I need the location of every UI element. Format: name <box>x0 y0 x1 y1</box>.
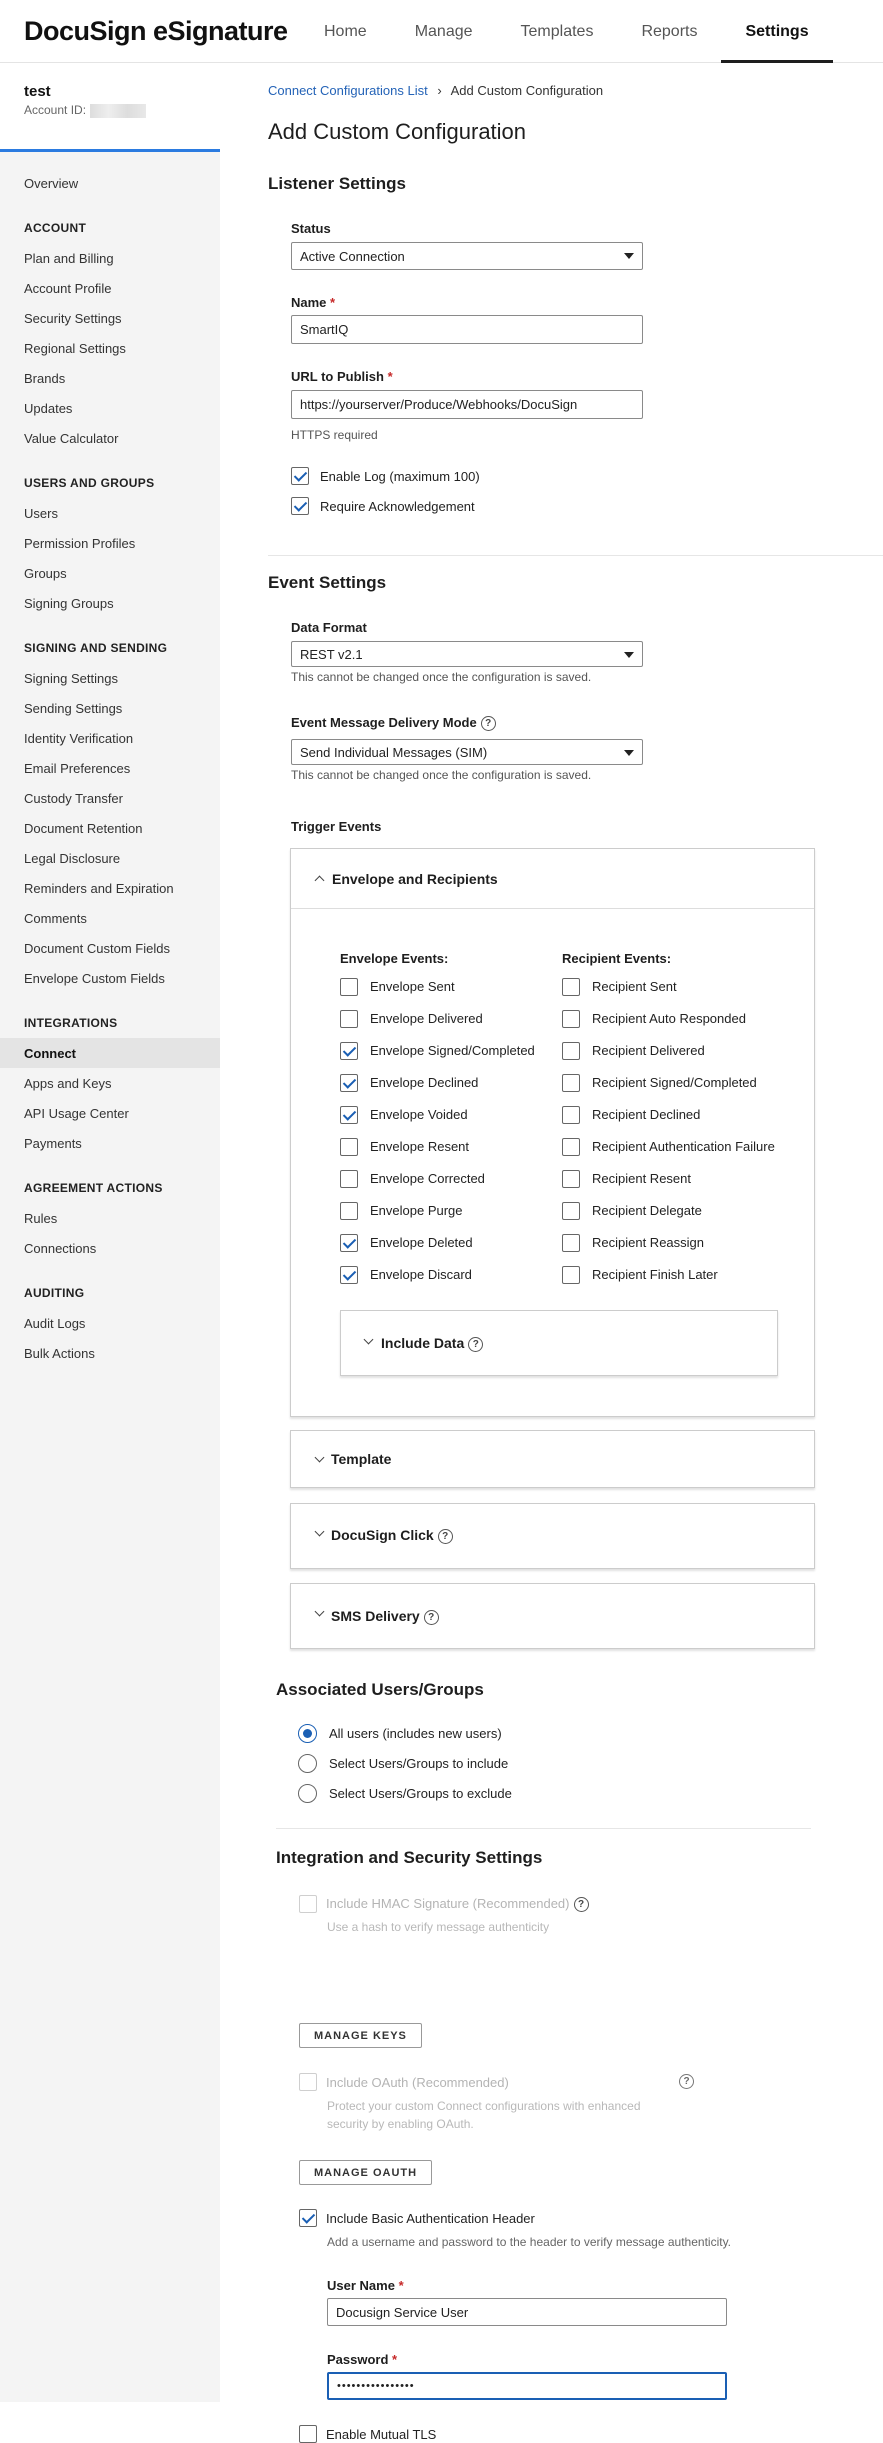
password-label <box>327 2352 397 2367</box>
sidebar-item-bulk-actions[interactable]: Bulk Actions <box>24 1345 95 1361</box>
template-panel[interactable] <box>290 1430 815 1488</box>
sidebar-item-connections[interactable]: Connections <box>24 1240 97 1256</box>
sidebar-item-signing-groups[interactable]: Signing Groups <box>24 595 114 611</box>
sidebar-item-users[interactable]: Users <box>24 505 58 521</box>
sidebar-item-brands[interactable]: Brands <box>24 370 66 386</box>
recipient-declined-checkbox[interactable] <box>562 1106 580 1124</box>
name-label <box>291 295 335 310</box>
username-label-text: User Name <box>327 2278 395 2293</box>
chevron-down-icon <box>315 1453 325 1463</box>
recipient-delivered-checkbox[interactable] <box>562 1042 580 1060</box>
sidebar-item-identity-verification[interactable]: Identity Verification <box>24 730 134 746</box>
associated-option-1-radio[interactable] <box>298 1724 317 1743</box>
recipient-signed-completed-label: Recipient Signed/Completed <box>592 1075 757 1090</box>
oauth-hint <box>327 2097 641 2133</box>
chevron-down-icon <box>315 1527 325 1537</box>
docusign-click-label: DocuSign Click <box>331 1527 434 1543</box>
help-icon[interactable]: ? <box>424 1610 439 1625</box>
sms-delivery-label: SMS Delivery <box>331 1608 420 1624</box>
recipient-reassign-checkbox[interactable] <box>562 1234 580 1252</box>
associated-option-2-label: Select Users/Groups to include <box>329 1756 509 1771</box>
recipient-authentication-failure-checkbox[interactable] <box>562 1138 580 1156</box>
sidebar-item-overview[interactable]: Overview <box>24 175 79 191</box>
required-marker: * <box>330 295 336 310</box>
delivery-mode-hint: This cannot be changed once the configuration is saved. <box>291 768 592 782</box>
sidebar-item-signing-settings[interactable]: Signing Settings <box>24 670 118 686</box>
oauth-checkbox[interactable] <box>299 2073 317 2091</box>
template-panel-title: Template <box>331 1451 392 1467</box>
account-name: test <box>24 83 51 100</box>
main-nav <box>300 0 833 63</box>
chevron-down-icon <box>364 1335 374 1345</box>
section-divider <box>276 1828 811 1829</box>
envelope-resent-checkbox[interactable] <box>340 1138 358 1156</box>
help-icon[interactable]: ? <box>679 2074 694 2089</box>
mutual-tls-checkbox[interactable] <box>299 2425 317 2443</box>
url-label <box>291 369 393 384</box>
sidebar-section-users-and-groups: USERS AND GROUPS <box>24 476 155 490</box>
sidebar-item-value-calculator[interactable]: Value Calculator <box>24 430 119 446</box>
hmac-hint: Use a hash to verify message authenticity <box>327 1920 550 1934</box>
account-id-redacted <box>90 104 146 118</box>
envelope-deleted-checkbox[interactable] <box>340 1234 358 1252</box>
recipient-delegate-label: Recipient Delegate <box>592 1203 702 1218</box>
account-info <box>0 63 220 152</box>
sidebar-item-security-settings[interactable]: Security Settings <box>24 310 122 326</box>
sidebar-sections <box>0 198 220 1368</box>
include-data-title <box>381 1335 483 1352</box>
sidebar-item-envelope-custom-fields[interactable]: Envelope Custom Fields <box>24 970 165 986</box>
hmac-label-text: Include HMAC Signature (Recommended) <box>326 1896 570 1911</box>
envelope-discard-label: Envelope Discard <box>370 1267 472 1282</box>
data-format-hint: This cannot be changed once the configuration is saved. <box>291 670 592 684</box>
recipient-reassign-label: Recipient Reassign <box>592 1235 705 1250</box>
docusign-click-title <box>331 1527 453 1544</box>
oauth-hint-line-2: security by enabling OAuth. <box>327 2117 474 2131</box>
sidebar-item-document-retention[interactable]: Document Retention <box>24 820 143 836</box>
page-title: Add Custom Configuration <box>268 119 527 144</box>
envelope-voided-checkbox[interactable] <box>340 1106 358 1124</box>
name-label-text: Name <box>291 295 327 310</box>
envelope-declined-checkbox[interactable] <box>340 1074 358 1092</box>
account-id-label: Account ID: <box>24 103 87 117</box>
envelope-resent-label: Envelope Resent <box>370 1139 470 1154</box>
sidebar-section-agreement-actions: AGREEMENT ACTIONS <box>24 1181 163 1195</box>
sidebar-item-email-preferences[interactable]: Email Preferences <box>24 760 131 776</box>
delivery-mode-value: Send Individual Messages (SIM) <box>300 744 488 760</box>
envelope-signed-completed-label: Envelope Signed/Completed <box>370 1043 535 1058</box>
trigger-events-label: Trigger Events <box>291 819 382 834</box>
recipient-finish-later-checkbox[interactable] <box>562 1266 580 1284</box>
associated-option-3-radio[interactable] <box>298 1784 317 1803</box>
envelope-discard-checkbox[interactable] <box>340 1266 358 1284</box>
nav-tab-reports[interactable]: Reports <box>641 22 698 40</box>
envelope-recipients-title: Envelope and Recipients <box>332 871 498 887</box>
envelope-corrected-label: Envelope Corrected <box>370 1171 485 1186</box>
envelope-recipients-panel <box>290 848 815 1417</box>
nav-tab-templates[interactable]: Templates <box>520 22 594 40</box>
oauth-hint-line-1: Protect your custom Connect configurations with enhanced <box>327 2099 641 2113</box>
breadcrumb <box>268 83 603 98</box>
sidebar-item-plan-and-billing[interactable]: Plan and Billing <box>24 250 114 266</box>
docusign-logo[interactable]: DocuSign eSignature <box>24 16 288 46</box>
hmac-checkbox[interactable] <box>299 1895 317 1913</box>
envelope-declined-label: Envelope Declined <box>370 1075 479 1090</box>
url-label-text: URL to Publish <box>291 369 384 384</box>
sidebar-item-api-usage-center[interactable]: API Usage Center <box>24 1105 129 1121</box>
breadcrumb-current: Add Custom Configuration <box>450 83 604 98</box>
recipient-authentication-failure-label: Recipient Authentication Failure <box>592 1139 775 1154</box>
basic-auth-label: Include Basic Authentication Header <box>326 2211 535 2226</box>
nav-tab-home[interactable]: Home <box>324 22 367 40</box>
data-format-value: REST v2.1 <box>300 646 363 662</box>
recipient-signed-completed-checkbox[interactable] <box>562 1074 580 1092</box>
sidebar-item-payments[interactable]: Payments <box>24 1135 82 1151</box>
recipient-resent-checkbox[interactable] <box>562 1170 580 1188</box>
account-id <box>24 103 196 118</box>
sidebar-item-apps-and-keys[interactable]: Apps and Keys <box>24 1075 112 1091</box>
associated-users-title: Associated Users/Groups <box>276 1680 484 1699</box>
required-marker: * <box>392 2352 398 2367</box>
require-ack-label: Require Acknowledgement <box>320 499 475 514</box>
manage-oauth-button[interactable]: MANAGE OAUTH <box>299 2160 432 2185</box>
help-icon[interactable]: ? <box>574 1897 589 1912</box>
url-input[interactable]: https://yourserver/Produce/Webhooks/DocuSign <box>291 390 643 419</box>
section-divider <box>268 555 883 556</box>
sidebar-item-rules[interactable]: Rules <box>24 1210 58 1226</box>
basic-auth-checkbox[interactable] <box>299 2209 317 2227</box>
name-input[interactable]: SmartIQ <box>291 315 643 344</box>
chevron-down-icon <box>315 1607 325 1617</box>
recipient-declined-label: Recipient Declined <box>592 1107 701 1122</box>
chevron-down-icon <box>624 750 634 756</box>
nav-tab-settings[interactable]: Settings <box>721 0 832 63</box>
envelope-sent-label: Envelope Sent <box>370 979 455 994</box>
recipient-delegate-checkbox[interactable] <box>562 1202 580 1220</box>
username-input[interactable]: Docusign Service User <box>327 2298 727 2326</box>
help-icon[interactable]: ? <box>481 716 496 731</box>
password-label-text: Password <box>327 2352 389 2367</box>
url-hint: HTTPS required <box>291 428 378 442</box>
sidebar-item-permission-profiles[interactable]: Permission Profiles <box>24 535 136 551</box>
required-marker: * <box>398 2278 404 2293</box>
manage-keys-button[interactable]: MANAGE KEYS <box>299 2023 422 2048</box>
recipient-auto-responded-checkbox[interactable] <box>562 1010 580 1028</box>
sidebar-section-auditing: AUDITING <box>24 1286 85 1300</box>
help-icon[interactable]: ? <box>438 1529 453 1544</box>
envelope-recipients-header[interactable] <box>291 849 814 909</box>
integration-security-title: Integration and Security Settings <box>276 1848 543 1867</box>
envelope-sent-checkbox[interactable] <box>340 978 358 996</box>
sidebar-item-connect[interactable]: Connect <box>0 1038 220 1068</box>
sidebar-item-custody-transfer[interactable]: Custody Transfer <box>24 790 123 806</box>
include-data-panel[interactable] <box>340 1310 778 1376</box>
sidebar-item-sending-settings[interactable]: Sending Settings <box>24 700 123 716</box>
sidebar-item-legal-disclosure[interactable]: Legal Disclosure <box>24 850 121 866</box>
recipient-auto-responded-label: Recipient Auto Responded <box>592 1011 746 1026</box>
sidebar-section-integrations: INTEGRATIONS <box>24 1016 118 1030</box>
enable-log-label: Enable Log (maximum 100) <box>320 469 480 484</box>
recipient-sent-checkbox[interactable] <box>562 978 580 996</box>
envelope-purge-checkbox[interactable] <box>340 1202 358 1220</box>
sidebar-item-groups[interactable]: Groups <box>24 565 67 581</box>
delivery-mode-select[interactable] <box>291 739 643 765</box>
delivery-mode-label <box>291 715 496 731</box>
envelope-deleted-label: Envelope Deleted <box>370 1235 473 1250</box>
sms-delivery-panel[interactable] <box>290 1583 815 1649</box>
mutual-tls-label: Enable Mutual TLS <box>326 2427 437 2442</box>
status-label: Status <box>291 221 331 236</box>
recipient-events-heading: Recipient Events: <box>562 951 672 966</box>
envelope-signed-completed-checkbox[interactable] <box>340 1042 358 1060</box>
sidebar-item-audit-logs[interactable]: Audit Logs <box>24 1315 86 1331</box>
associated-option-1-label: All users (includes new users) <box>329 1726 502 1741</box>
enable-log-checkbox[interactable] <box>291 467 309 485</box>
sidebar-item-comments[interactable]: Comments <box>24 910 87 926</box>
sidebar-item-account-profile[interactable]: Account Profile <box>24 280 112 296</box>
sidebar-section-account: ACCOUNT <box>24 221 87 235</box>
envelope-events-heading: Envelope Events: <box>340 951 449 966</box>
recipient-resent-label: Recipient Resent <box>592 1171 691 1186</box>
associated-option-2-radio[interactable] <box>298 1754 317 1773</box>
data-format-label: Data Format <box>291 620 367 635</box>
status-select-value: Active Connection <box>300 248 405 264</box>
sidebar-section-signing-and-sending: SIGNING AND SENDING <box>24 641 168 655</box>
status-select[interactable] <box>291 242 643 270</box>
breadcrumb-separator: › <box>437 83 442 98</box>
chevron-up-icon <box>315 876 325 886</box>
sidebar-item-reminders-and-expiration[interactable]: Reminders and Expiration <box>24 880 174 896</box>
chevron-down-icon <box>624 253 634 259</box>
envelope-purge-label: Envelope Purge <box>370 1203 463 1218</box>
basic-auth-hint: Add a username and password to the header to verify message authenticity. <box>327 2235 732 2249</box>
settings-sidebar <box>0 63 220 2402</box>
data-format-select[interactable] <box>291 641 643 667</box>
oauth-label: Include OAuth (Recommended) <box>326 2075 509 2090</box>
password-input[interactable]: •••••••••••••••• <box>327 2372 727 2400</box>
help-icon[interactable]: ? <box>468 1337 483 1352</box>
required-marker: * <box>387 369 393 384</box>
sidebar-item-regional-settings[interactable]: Regional Settings <box>24 340 126 356</box>
require-ack-checkbox[interactable] <box>291 497 309 515</box>
sidebar-item-updates[interactable]: Updates <box>24 400 73 416</box>
docusign-click-panel[interactable] <box>290 1503 815 1569</box>
chevron-down-icon <box>624 652 634 658</box>
nav-tab-manage[interactable]: Manage <box>414 22 473 40</box>
event-settings-title: Event Settings <box>268 573 387 592</box>
delivery-mode-label-text: Event Message Delivery Mode <box>291 715 477 730</box>
recipient-finish-later-label: Recipient Finish Later <box>592 1267 718 1282</box>
envelope-delivered-label: Envelope Delivered <box>370 1011 483 1026</box>
associated-option-3-label: Select Users/Groups to exclude <box>329 1786 512 1801</box>
envelope-delivered-checkbox[interactable] <box>340 1010 358 1028</box>
listener-settings-title: Listener Settings <box>268 174 406 193</box>
recipient-sent-label: Recipient Sent <box>592 979 677 994</box>
envelope-corrected-checkbox[interactable] <box>340 1170 358 1188</box>
hmac-label <box>326 1896 589 1912</box>
recipient-delivered-label: Recipient Delivered <box>592 1043 705 1058</box>
breadcrumb-link-connect-list[interactable]: Connect Configurations List <box>268 83 428 98</box>
top-navigation-bar <box>0 0 883 63</box>
envelope-voided-label: Envelope Voided <box>370 1107 468 1122</box>
username-label <box>327 2278 404 2293</box>
sms-delivery-title <box>331 1608 439 1625</box>
sidebar-item-document-custom-fields[interactable]: Document Custom Fields <box>24 940 170 956</box>
include-data-label: Include Data <box>381 1335 465 1351</box>
